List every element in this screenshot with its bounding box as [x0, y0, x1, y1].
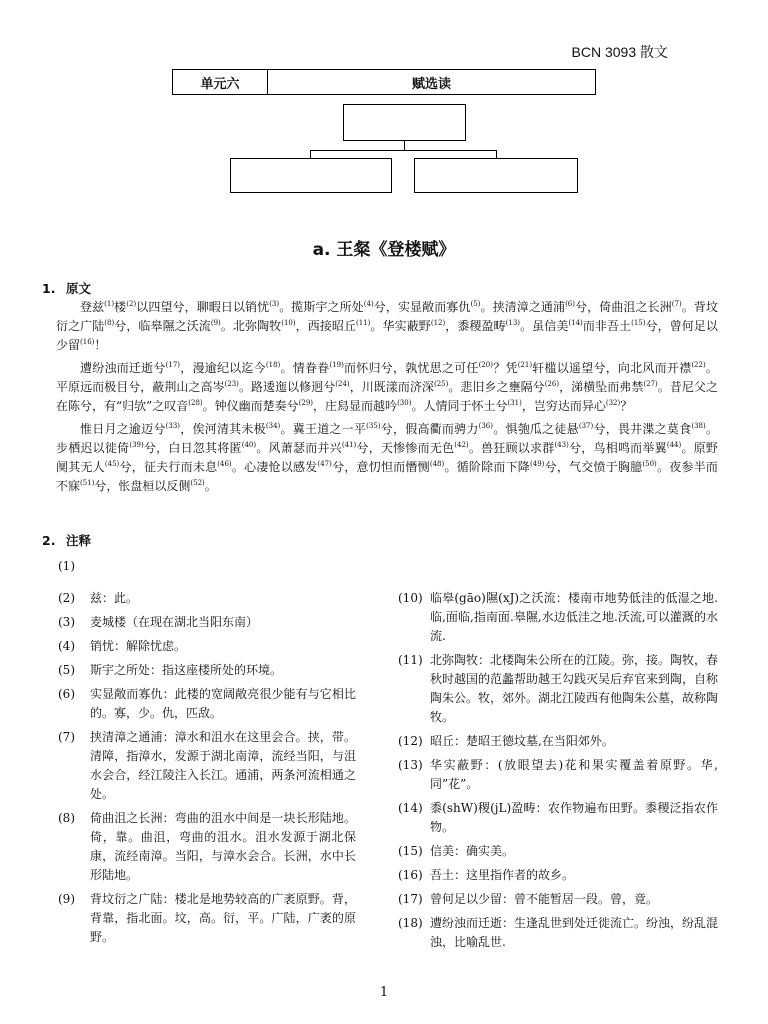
footnote-marker: (37)	[578, 422, 594, 430]
note-number: (9)	[58, 892, 75, 906]
original-text	[56, 298, 718, 500]
text-segment: 。夜参半而不寐	[56, 460, 718, 493]
text-segment: 。兽狂顾以求群	[468, 441, 555, 455]
diagram-connector-right	[496, 150, 497, 158]
note-text: 斯宇之所处：指这座楼所处的环境。	[90, 663, 283, 677]
text-segment: ，涕横坠而弗禁	[559, 380, 644, 394]
note-item	[58, 809, 356, 885]
footnote-marker: (31)	[507, 399, 522, 407]
note-text: 临皋(gāo)隰(xJ)之沃流：楼南市地势低洼的低湿之地.临,面临,指南面.皋隰,水边低洼之地.沃流,可以灌溉的水流.	[430, 591, 718, 643]
note-item	[398, 651, 718, 727]
note-item	[398, 866, 718, 885]
text-segment: 登兹	[80, 300, 105, 314]
footnote-marker: (7)	[671, 300, 682, 308]
footnote-marker: (9)	[210, 319, 221, 327]
text-segment: 而怀归兮，孰忧思之可任	[343, 361, 479, 375]
footnote-marker: (3)	[269, 300, 280, 308]
note-number: (2)	[58, 591, 75, 605]
text-segment: 。华实蔽野	[370, 319, 431, 333]
footnote-marker: (32)	[605, 399, 621, 407]
note-text: 昭丘：楚昭王德坟墓,在当阳郊外。	[430, 734, 614, 748]
footnote-marker: (44)	[666, 441, 682, 449]
note-number: (8)	[58, 811, 75, 825]
text-segment: 兮，天惨惨而无色	[356, 441, 455, 455]
footnote-marker: (4)	[363, 300, 374, 308]
text-segment: 。步栖迟以徙倚	[56, 422, 718, 455]
footnote-marker: (11)	[356, 319, 371, 327]
text-segment: 以四望兮，聊暇日以销忧	[136, 300, 270, 314]
note-number: (7)	[58, 730, 75, 744]
text-segment: 。挟清漳之通浦	[480, 300, 566, 314]
note-number: (18)	[398, 916, 423, 930]
section-1-title: 原文	[66, 281, 92, 296]
note-text: 黍(shW)稷(jL)盈畴：农作物遍布田野。黍稷泛指农作物。	[430, 801, 718, 834]
footnote-marker: (49)	[530, 460, 545, 468]
notes-left-column	[58, 589, 356, 952]
note-number: (14)	[398, 801, 423, 815]
note-item	[398, 732, 718, 751]
note-number: (6)	[58, 687, 75, 701]
footnote-marker: (22)	[691, 361, 706, 369]
diagram-right-box	[414, 158, 578, 193]
section-1-heading	[42, 279, 91, 297]
footnote-marker: (36)	[478, 422, 493, 430]
note-item	[58, 661, 356, 680]
section-1-number: 1.	[42, 281, 56, 296]
text-segment: 兮，怅盘桓以反侧	[94, 479, 191, 493]
note-item	[398, 842, 718, 861]
text-segment: 兮，曾何足以少留	[56, 319, 718, 352]
note-number: (15)	[398, 844, 423, 858]
text-segment: 。心凄怆以感发	[231, 460, 318, 474]
note-item	[58, 890, 356, 947]
footnote-marker: (51)	[80, 479, 95, 487]
footnote-marker: (35)	[366, 422, 381, 430]
text-segment: 兮，畏井渫之莫食	[593, 422, 692, 436]
footnote-marker: (16)	[80, 338, 95, 346]
text-segment: ？	[620, 399, 633, 413]
text-segment: ，岂穷达而异心	[521, 399, 606, 413]
footnote-marker: (27)	[643, 380, 658, 388]
note-item	[398, 890, 718, 909]
note-text: 兹：此。	[90, 591, 139, 605]
text-segment: 遭纷浊而迁逝兮	[80, 361, 166, 375]
text-segment: 楼	[114, 300, 127, 314]
footnote-marker: (48)	[429, 460, 445, 468]
note-item	[58, 589, 356, 608]
text-segment: 兮，气交愤于胸臆	[544, 460, 643, 474]
footnote-marker: (26)	[544, 380, 560, 388]
footnote-marker: (28)	[188, 399, 203, 407]
text-segment: 。原野阒其无人	[56, 441, 718, 474]
note-number: (13)	[398, 758, 423, 772]
footnote-marker: (41)	[341, 441, 357, 449]
text-segment: 轩槛以遥望兮，向北风而开襟	[532, 361, 692, 375]
text-segment: 而非吾土	[582, 319, 632, 333]
note-text: 遭纷浊而迁逝：生逢乱世到处迁徙流亡。纷浊，纷乱混浊，比喻乱世.	[430, 916, 719, 949]
text-segment: 。	[204, 479, 217, 493]
footnote-marker: (8)	[104, 319, 115, 327]
note-text: 吾土：这里指作者的故乡。	[430, 868, 575, 882]
text-segment: ，庄舄显而越吟	[313, 399, 398, 413]
note-number: (16)	[398, 868, 423, 882]
text-segment: ，川既漾而济深	[349, 380, 434, 394]
note-text: 挟清漳之通浦：漳水和沮水在这里会合。挟，带。清障，指漳水，发源于湖北南漳，流经当阳，与沮水会合，经江陵注入长江。通浦，两条河流相通之处。	[90, 730, 356, 801]
original-paragraph	[56, 359, 718, 416]
note-number: (12)	[398, 734, 423, 748]
note-number: (4)	[58, 639, 75, 653]
note-text: 麦城楼（在现在湖北当阳东南）	[90, 615, 259, 629]
footnote-marker: (30)	[397, 399, 412, 407]
footnote-marker: (15)	[631, 319, 646, 327]
footnote-marker: (21)	[517, 361, 533, 369]
footnote-marker: (42)	[454, 441, 469, 449]
text-segment: 。钟仪幽而楚奏兮	[202, 399, 299, 413]
note-text: 华实蔽野：(放眼望去)花和果实覆盖着原野。华,同”花”。	[430, 758, 718, 791]
original-paragraph	[56, 420, 718, 496]
page-title: a. 王粲《登楼赋》	[312, 240, 456, 260]
footnote-marker: (25)	[433, 380, 449, 388]
text-segment: 。循阶除而下降	[444, 460, 531, 474]
note-item	[58, 728, 356, 804]
text-segment: 。平原远而极目兮，蔽荆山之高岑	[56, 361, 718, 394]
note-item	[398, 914, 718, 952]
footnote-marker: (45)	[104, 460, 120, 468]
note-1-label: (1)	[58, 559, 75, 573]
page-number: 1	[379, 985, 389, 1000]
note-number: (17)	[398, 892, 423, 906]
note-text: 实显敞而寡仇：此楼的宽阔敞亮很少能有与它相比的。寡，少。仇，匹敌。	[90, 687, 356, 720]
text-segment: 兮，意忉怛而憯恻	[331, 460, 430, 474]
unit-table	[172, 69, 596, 95]
note-item	[58, 613, 356, 632]
text-segment: 。悲旧乡之壅隔兮	[448, 380, 545, 394]
text-segment: 。背坟衍之广陆	[56, 300, 718, 333]
course-code: BCN 3093 散文	[571, 44, 668, 60]
text-segment: 兮，假高衢而骋力	[380, 422, 479, 436]
footnote-marker: (39)	[129, 441, 144, 449]
footnote-marker: (38)	[691, 422, 706, 430]
footnote-marker: (13)	[505, 319, 521, 327]
note-item	[398, 756, 718, 794]
original-paragraph	[56, 298, 718, 355]
text-segment: 兮，鸟相鸣而举翼	[568, 441, 667, 455]
text-segment: 兮，实显敞而寡仇	[373, 300, 471, 314]
text-segment: 兮，白日忽其将匿	[143, 441, 242, 455]
footnote-marker: (50)	[642, 460, 657, 468]
footnote-marker: (19)	[329, 361, 344, 369]
note-text: 销忧：解除忧虑。	[90, 639, 187, 653]
note-item	[398, 799, 718, 837]
notes-right-column	[398, 589, 718, 957]
note-text: 曾何足以少留：曾不能暂居一段。曾，竟。	[430, 892, 659, 906]
text-segment: 。情眷眷	[280, 361, 330, 375]
diagram-connector-left	[310, 150, 311, 158]
note-number: (3)	[58, 615, 75, 629]
text-segment: ！	[94, 338, 107, 352]
note-text: 倚曲沮之长洲：弯曲的沮水中间是一块长形陆地。倚，靠。曲沮，弯曲的沮水。沮水发源于湖北保康，流经南漳。当阳，与漳水会合。长洲，水中长形陆地。	[90, 811, 356, 882]
diagram-top-box	[343, 104, 466, 141]
footnote-marker: (29)	[298, 399, 314, 407]
note-item	[58, 637, 356, 656]
text-segment: 兮，征夫行而未息	[119, 460, 218, 474]
note-text: 信美：确实美。	[430, 844, 515, 858]
text-segment: 兮，临皋隰之沃流	[114, 319, 211, 333]
footnote-marker: (1)	[104, 300, 115, 308]
footnote-marker: (52)	[190, 479, 205, 487]
footnote-marker: (2)	[126, 300, 137, 308]
footnote-marker: (33)	[165, 422, 181, 430]
section-2-heading	[42, 531, 91, 549]
footnote-marker: (34)	[265, 422, 281, 430]
text-segment: ，漫逾纪以迄今	[180, 361, 266, 375]
footnote-marker: (12)	[430, 319, 446, 327]
footnote-marker: (6)	[565, 300, 575, 308]
note-item	[58, 685, 356, 723]
text-segment: 。路逶迤以修迥兮	[238, 380, 336, 394]
footnote-marker: (14)	[568, 319, 583, 327]
footnote-marker: (47)	[317, 460, 332, 468]
note-number: (11)	[398, 653, 423, 667]
note-item	[398, 589, 718, 646]
footnote-marker: (18)	[265, 361, 281, 369]
section-2-title: 注释	[66, 533, 92, 548]
text-segment: 。冀王道之一平	[280, 422, 367, 436]
footnote-marker: (17)	[165, 361, 181, 369]
note-number: (10)	[398, 591, 423, 605]
note-number: (5)	[58, 663, 75, 677]
text-segment: 。北弥陶牧	[220, 319, 282, 333]
footnote-marker: (20)	[478, 361, 493, 369]
text-segment: 。惧匏瓜之徒悬	[493, 422, 579, 436]
text-segment: 。揽斯宇之所处	[279, 300, 364, 314]
text-segment: 。昔尼父之在陈兮，有“归欤”之叹音	[56, 380, 718, 413]
text-segment: 。虽信美	[520, 319, 569, 333]
footnote-marker: (46)	[217, 460, 232, 468]
note-text: 背坟衍之广陆：楼北是地势较高的广袤原野。背，背靠，指北面。坟，高。衍，平。广陆，广袤的原野。	[90, 892, 356, 944]
diagram-connector-horizontal	[310, 150, 496, 151]
footnote-marker: (5)	[470, 300, 481, 308]
text-segment: 。风萧瑟而并兴	[256, 441, 342, 455]
footnote-marker: (40)	[241, 441, 257, 449]
text-segment: 惟日月之逾迈兮	[80, 422, 166, 436]
section-2-number: 2.	[42, 533, 56, 548]
diagram-left-box	[230, 158, 392, 193]
unit-label: 单元六	[173, 70, 268, 94]
text-segment: 。人情同于怀土兮	[411, 399, 508, 413]
footnote-marker: (24)	[335, 380, 350, 388]
note-text: 北弥陶牧：北楼陶朱公所在的江陵。弥，接。陶牧，春秋时越国的范蠡帮助越王勾践灭吴后弃官来到陶，自称陶朱公。牧，郊外。湖北江陵西有他陶朱公墓，故称陶牧。	[430, 653, 719, 724]
text-segment: ？凭	[492, 361, 518, 375]
text-segment: ，俟河清其未极	[180, 422, 266, 436]
text-segment: ，黍稷盈畴	[445, 319, 506, 333]
unit-topic: 赋选读	[411, 76, 451, 92]
footnote-marker: (43)	[554, 441, 569, 449]
text-segment: ，西接昭丘	[295, 319, 357, 333]
text-segment: 兮，倚曲沮之长洲	[575, 300, 672, 314]
footnote-marker: (23)	[224, 380, 239, 388]
footnote-marker: (10)	[281, 319, 296, 327]
